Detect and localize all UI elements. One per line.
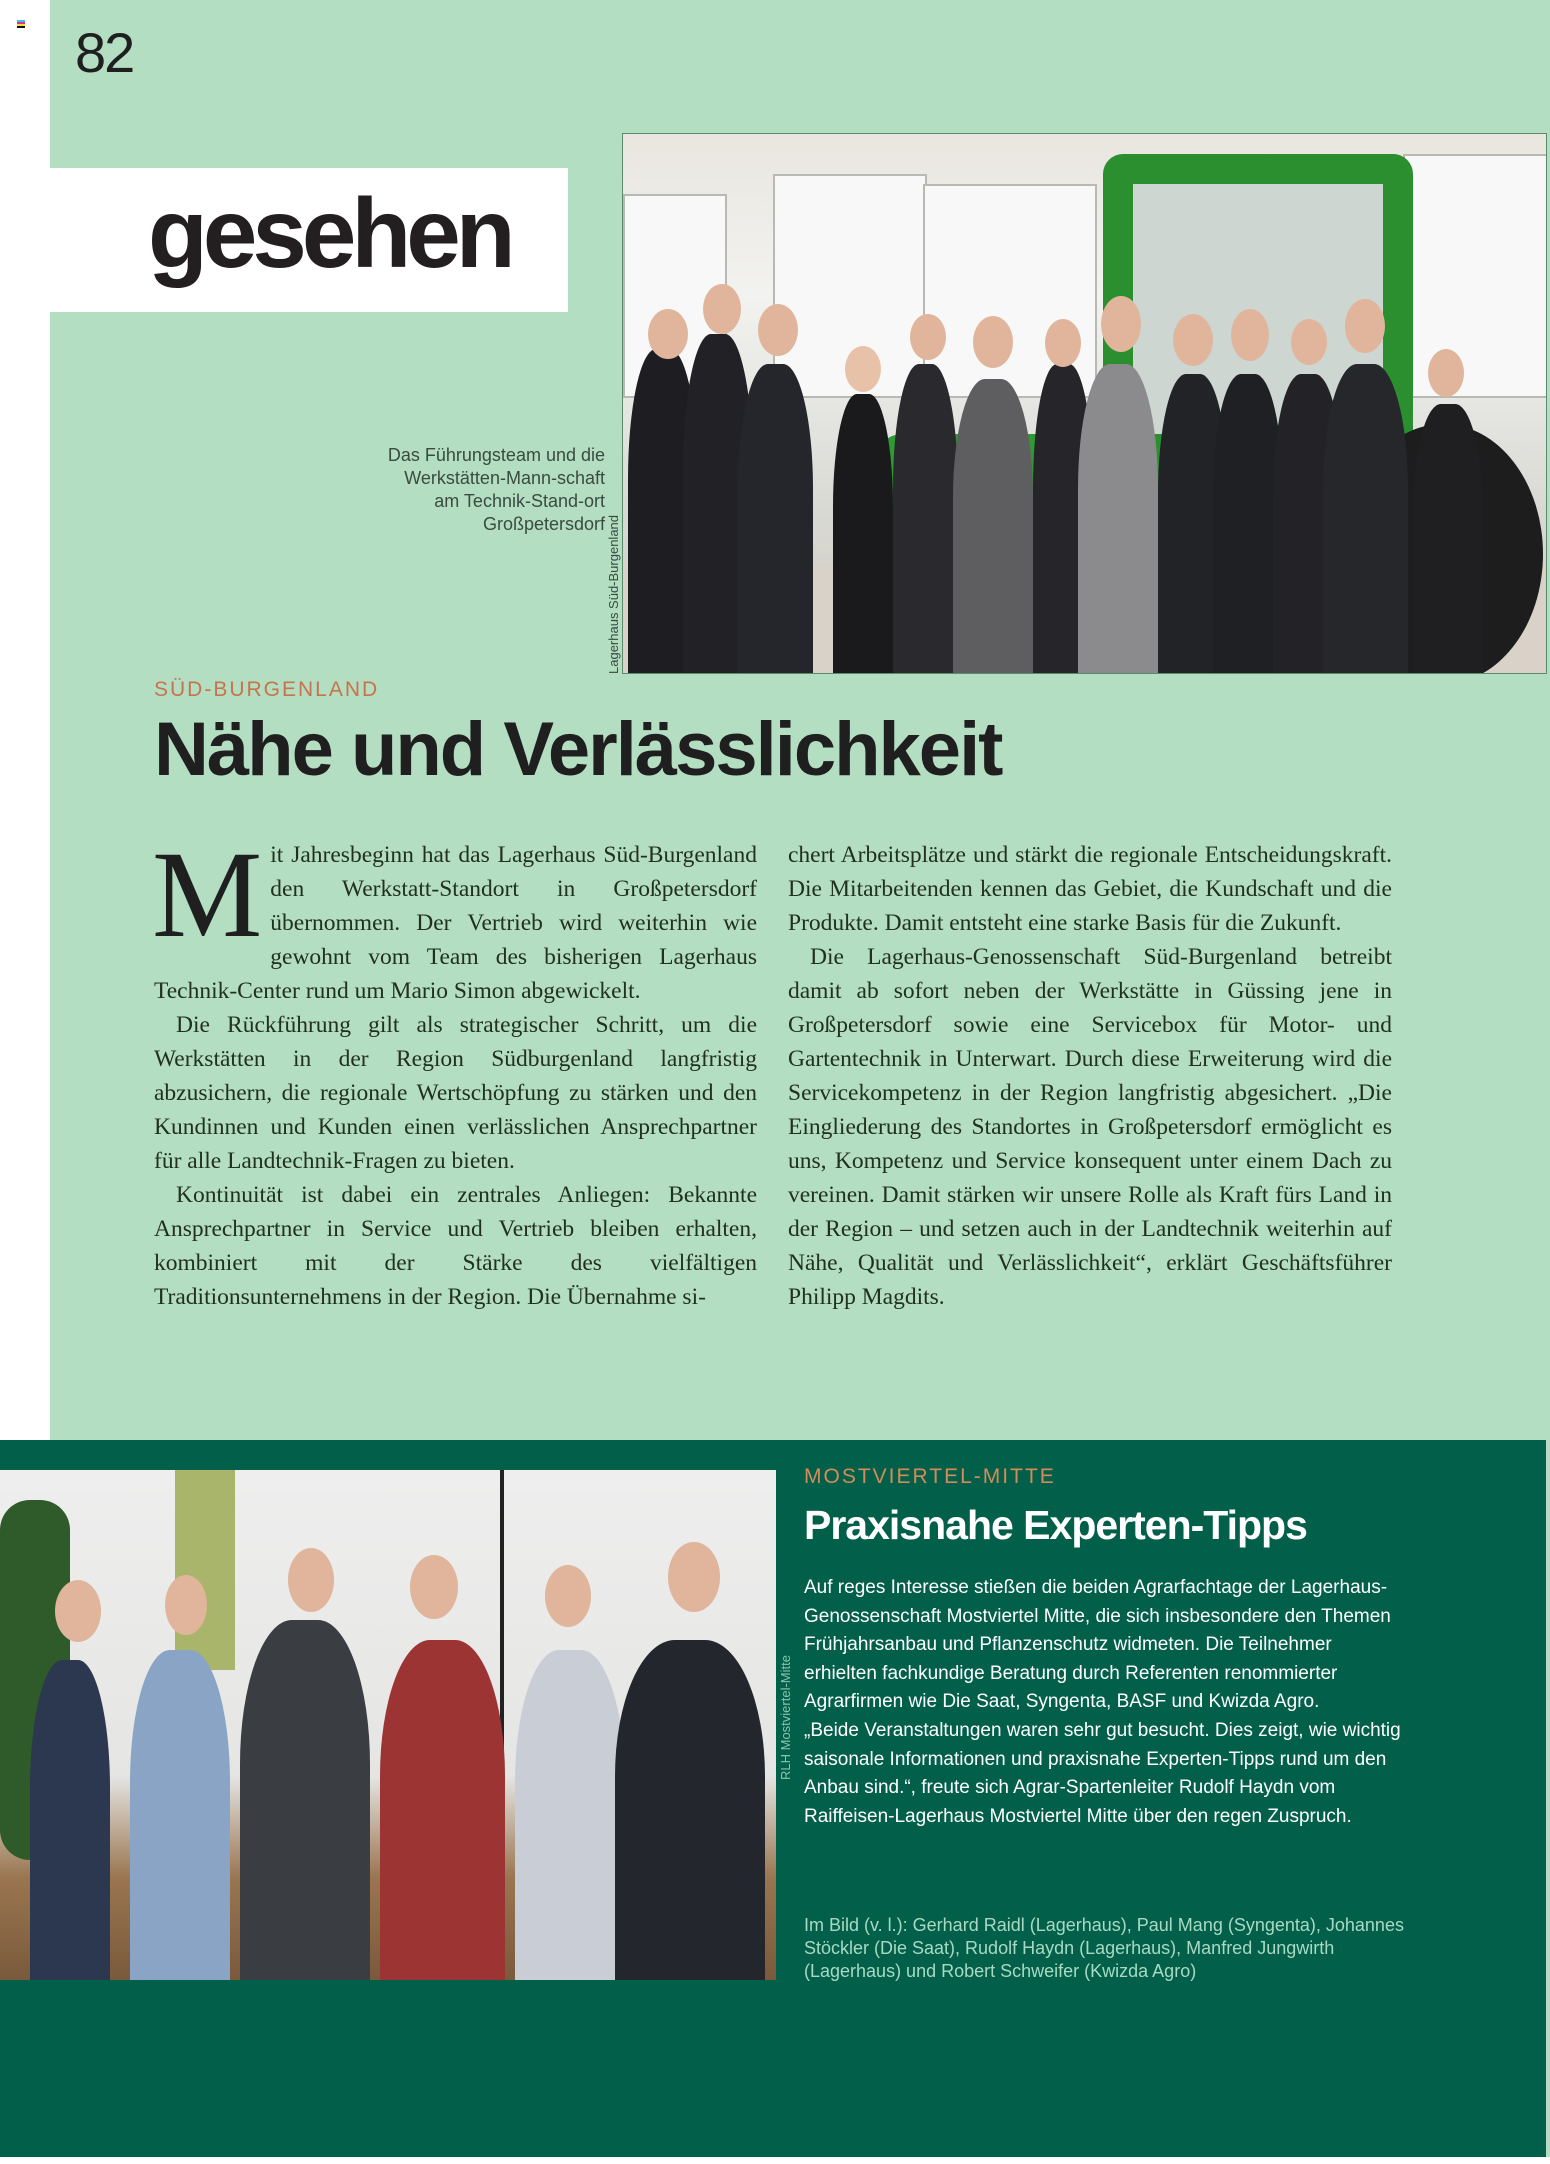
article-kicker: SÜD-BURGENLAND	[154, 678, 380, 701]
section-title: gesehen	[148, 178, 511, 288]
article-headline: Praxisnahe Experten-Tipps	[804, 1502, 1307, 1548]
photo-credit: Lagerhaus Süd-Burgenland	[606, 514, 621, 674]
group-photo-experts	[0, 1470, 776, 1980]
article-paragraph: Mit Jahresbeginn hat das Lagerhaus Süd-Burgenland den Werkstatt-Standort in Großpetersdorf übernommen. Der Vertrieb wird weiterhin wie gewohnt vom Team des bisherigen Lagerhaus Technik-Center rund um Mario Simon abgewickelt.	[152, 826, 757, 1004]
article-body-column-1	[152, 826, 757, 1314]
print-registration-mark	[17, 20, 25, 29]
drop-cap: M	[152, 826, 263, 963]
article-body-column-2	[788, 838, 1392, 1314]
page-edge	[0, 2157, 1550, 2164]
article-paragraph: chert Arbeitsplätze und stärkt die regionale Entscheidungskraft. Die Mitarbeitenden kennen das Gebiet, die Kundschaft und die Produkte. Damit entsteht eine starke Basis für die Zukunft.	[788, 842, 1392, 936]
article-lead: Auf reges Interesse stießen die beiden Agrarfachtage der Lagerhaus-Genossenschaft Mostviertel Mitte, die sich insbesondere den Themen Frühjahrsanbau und Pflanzenschutz widmeten. Die Teilnehmer erhielten fachkundige Beratung durch Referenten renommierter Agrarfirmen wie Die Saat, Syngenta, BASF und Kwizda Agro.	[804, 1577, 1391, 1713]
article-paragraph: Kontinuität ist dabei ein zentrales Anliegen: Bekannte Ansprechpartner in Service und Vertrieb bleiben erhalten, kombiniert mit der Stärke des vielfältigen Traditionsunternehmens in der Region. Die Übernahme si-	[154, 1182, 757, 1310]
photo-credit: RLH Mostviertel-Mitte	[778, 1655, 793, 1780]
page-edge	[1546, 1440, 1550, 2160]
article-paragraph: Die Rückführung gilt als strategischer Schritt, um die Werkstätten in der Region Südburgenland langfristig abzusichern, die regionale Wertschöpfung zu stärken und den Kundinnen und Kunden einen verlässlichen Ansprechpartner für alle Landtechnik-Fragen zu bieten.	[154, 1012, 757, 1174]
article-quote: „Beide Veranstaltungen waren sehr gut besucht. Dies zeigt, wie wichtig saisonale Informationen und praxisnahe Experten-Tipps rund um den Anbau sind.“, freute sich Agrar-Spartenleiter Rudolf Haydn vom Raiffeisen-Lagerhaus Mostviertel Mitte über den regen Zuspruch.	[804, 1719, 1401, 1827]
photo-caption: Das Führungsteam und die Werkstätten-Mann-schaft am Technik-Stand-ort Großpetersdorf	[387, 445, 605, 534]
article-body	[804, 1574, 1404, 1831]
photo-caption: Im Bild (v. l.): Gerhard Raidl (Lagerhaus), Paul Mang (Syngenta), Johannes Stöckler (Die Saat), Rudolf Haydn (Lagerhaus), Manfred Jungwirth (Lagerhaus) und Robert Schweifer (Kwizda Agro)	[804, 1915, 1404, 1981]
page-number: 82	[75, 21, 134, 84]
article-kicker: MOSTVIERTEL-MITTE	[804, 1465, 1056, 1488]
article-paragraph: Die Lagerhaus-Genossenschaft Süd-Burgenland betreibt damit ab sofort neben der Werkstätte in Güssing jene in Großpetersdorf sowie eine Servicebox für Motor- und Gartentechnik in Unterwart. Durch diese Erweiterung wird die Servicekompetenz in der Region langfristig abgesichert. „Die Eingliederung des Standortes in Großpetersdorf ermöglicht es uns, Kompetenz und Service konsequent unter einem Dach zu vereinen. Damit stärken wir unsere Rolle als Kraft fürs Land in der Region – und setzen auch in der Landtechnik weiterhin auf Nähe, Qualität und Verlässlichkeit“, erklärt Geschäftsführer Philipp Magdits.	[788, 944, 1392, 1310]
team-photo-tractor	[622, 133, 1547, 674]
article-headline: Nähe und Verlässlichkeit	[154, 707, 1002, 792]
